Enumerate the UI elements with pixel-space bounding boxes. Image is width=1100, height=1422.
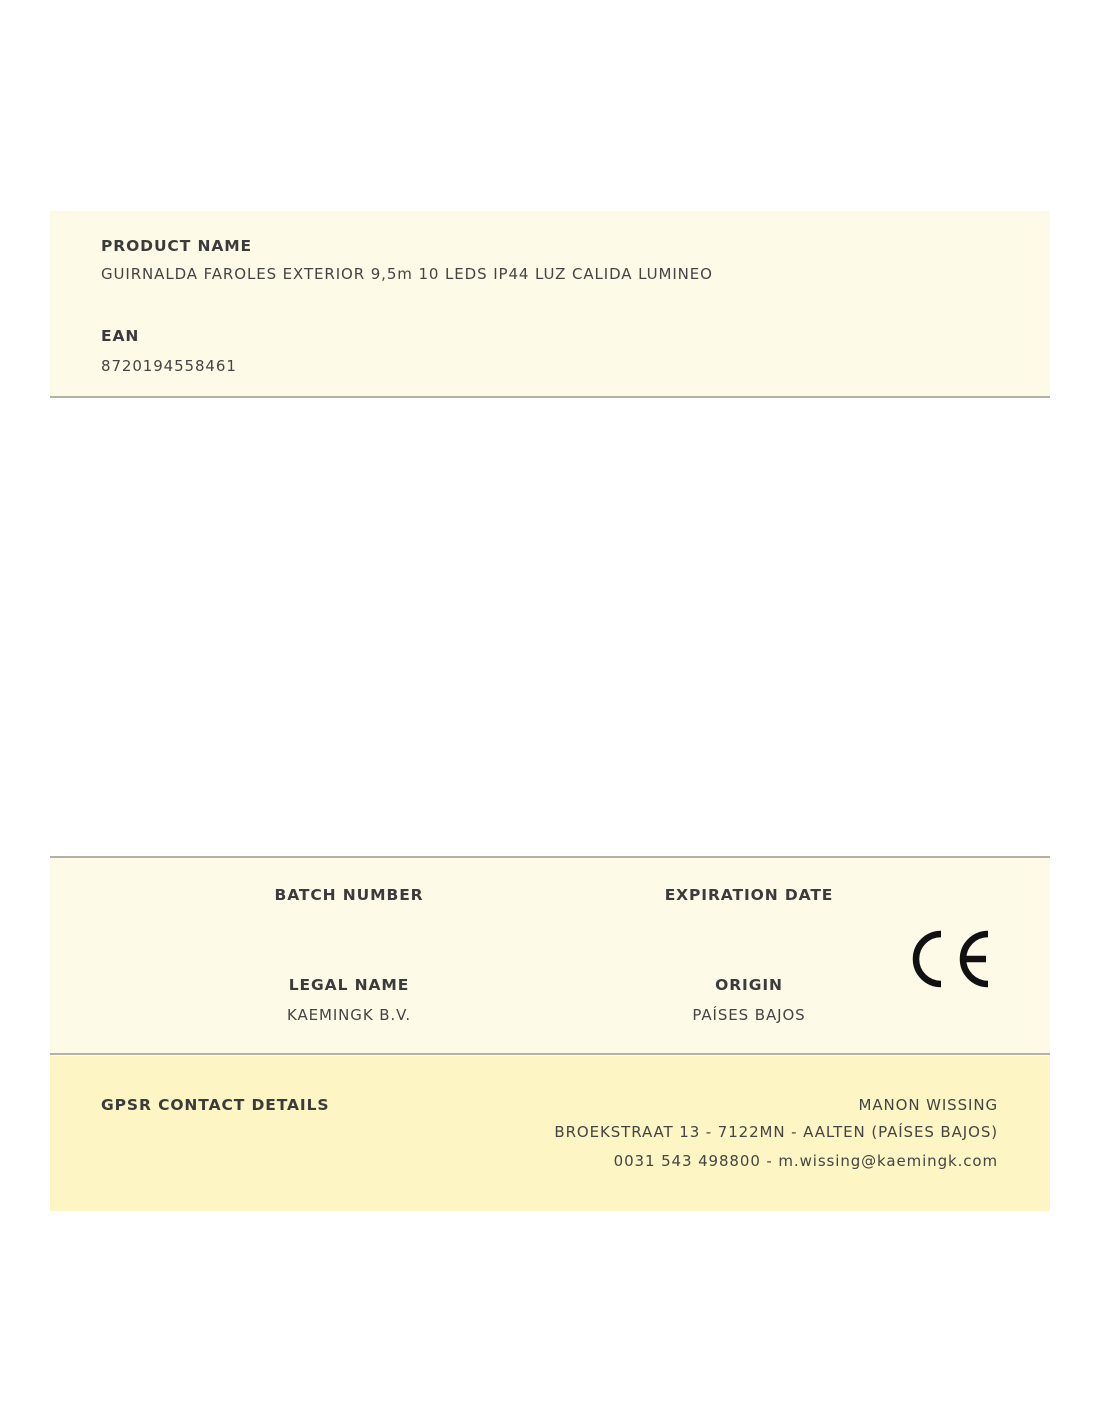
legal-name-label: LEGAL NAME [288, 976, 410, 994]
contact-name: MANON WISSING [858, 1096, 998, 1114]
legal-name-value: KAEMINGK B.V. [287, 1006, 411, 1024]
ce-mark-icon [908, 928, 992, 990]
expiration-date-label: EXPIRATION DATE [664, 886, 834, 904]
product-name-value: GUIRNALDA FAROLES EXTERIOR 9,5m 10 LEDS IP44 LUZ CALIDA LUMINEO [101, 265, 713, 283]
ean-value: 8720194558461 [101, 357, 237, 375]
batch-number-label: BATCH NUMBER [274, 886, 424, 904]
gpsr-contact-panel [50, 1056, 1050, 1211]
gpsr-contact-label: GPSR CONTACT DETAILS [101, 1096, 330, 1114]
contact-phone-email: 0031 543 498800 - m.wissing@kaemingk.com [613, 1152, 998, 1170]
product-name-label: PRODUCT NAME [101, 237, 253, 255]
origin-label: ORIGIN [715, 976, 783, 994]
contact-address: BROEKSTRAAT 13 - 7122MN - AALTEN (PAÍSES BAJOS) [554, 1123, 998, 1141]
origin-value: PAÍSES BAJOS [692, 1006, 806, 1024]
product-details-panel [50, 856, 1050, 1055]
product-info-panel [50, 211, 1050, 398]
ean-label: EAN [101, 327, 140, 345]
